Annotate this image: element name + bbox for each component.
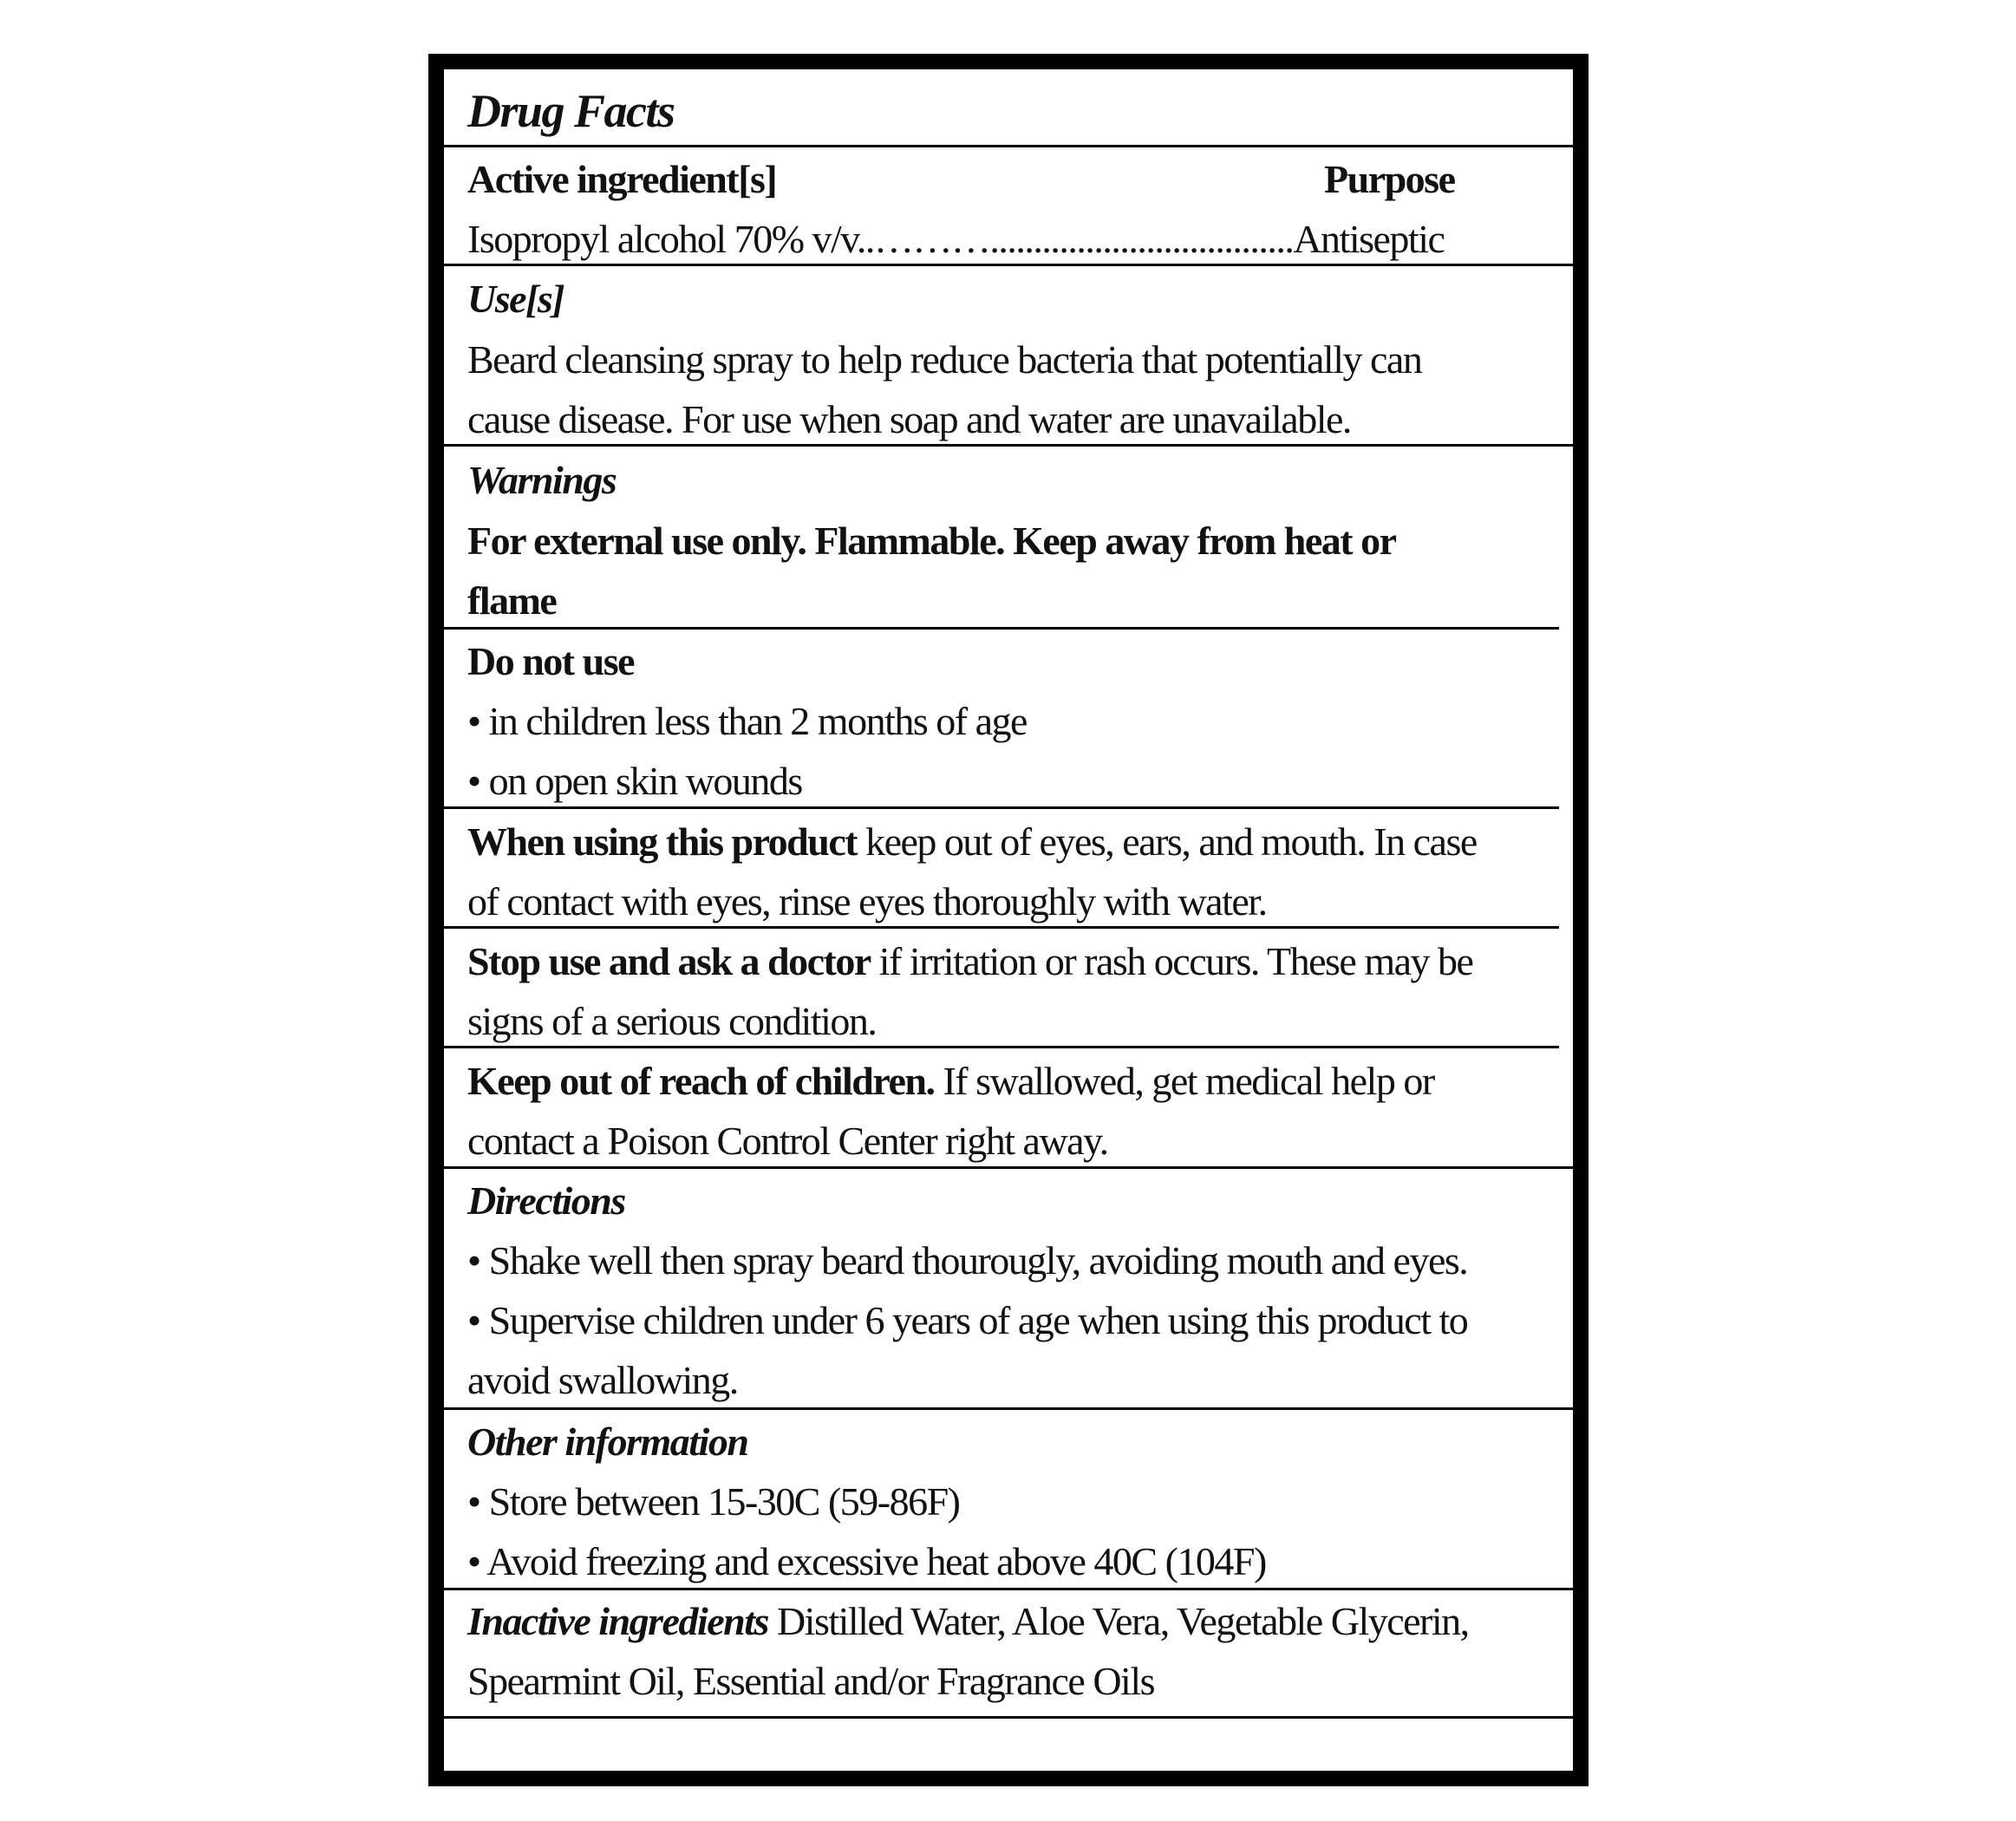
warnings-text: flame	[467, 578, 557, 623]
list-item: • Store between 15-30C (59-86F)	[467, 1479, 960, 1524]
list-item: • Supervise children under 6 years of age when using this product to	[467, 1298, 1468, 1342]
divider	[444, 627, 1559, 630]
directions-heading: Directions	[467, 1178, 625, 1223]
when-using-text: of contact with eyes, rinse eyes thoroughly with water.	[467, 879, 1267, 924]
purpose-heading: Purpose	[1324, 157, 1455, 201]
stop-use-text: signs of a serious condition.	[467, 999, 877, 1043]
uses-text: Beard cleansing spray to help reduce bacteria that potentially can	[467, 337, 1422, 382]
divider	[444, 1046, 1559, 1048]
divider	[444, 1588, 1573, 1590]
uses-text: cause disease. For use when soap and water are unavailable.	[467, 397, 1351, 441]
divider	[444, 1407, 1573, 1410]
list-item: • Avoid freezing and excessive heat above 40C (104F)	[467, 1539, 1266, 1583]
divider	[444, 264, 1573, 266]
divider	[444, 806, 1559, 809]
list-item: • Shake well then spray beard thourougly, avoiding mouth and eyes.	[467, 1238, 1468, 1283]
list-item: avoid swallowing.	[467, 1358, 738, 1402]
other-info-heading: Other information	[467, 1420, 748, 1464]
list-item: • in children less than 2 months of age	[467, 699, 1027, 743]
active-ingredient-line: Isopropyl alcohol 70% v/v..………...................................Antiseptic	[467, 217, 1445, 261]
do-not-use-heading: Do not use	[467, 639, 635, 683]
warnings-text: For external use only. Flammable. Keep away from heat or	[467, 519, 1396, 563]
inactive-ingredients-text: Spearmint Oil, Essential and/or Fragrance Oils	[467, 1659, 1155, 1703]
keep-out-text: Keep out of reach of children. If swallowed, get medical help or	[467, 1059, 1434, 1103]
divider	[444, 145, 1573, 147]
active-ingredients-heading: Active ingredient[s]	[467, 157, 777, 201]
divider	[444, 1716, 1573, 1719]
divider	[444, 1166, 1573, 1169]
drug-facts-title: Drug Facts	[467, 85, 675, 137]
uses-heading: Use[s]	[467, 277, 564, 321]
drug-facts-panel	[428, 54, 1589, 1786]
divider	[444, 926, 1559, 929]
when-using-text: When using this product keep out of eyes, ears, and mouth. In case	[467, 819, 1477, 864]
keep-out-text: contact a Poison Control Center right away.	[467, 1119, 1108, 1163]
stop-use-text: Stop use and ask a doctor if irritation or rash occurs. These may be	[467, 939, 1473, 983]
list-item: • on open skin wounds	[467, 759, 802, 803]
inactive-ingredients-text: Inactive ingredients Distilled Water, Aloe Vera, Vegetable Glycerin,	[467, 1599, 1469, 1643]
divider	[444, 444, 1573, 447]
warnings-heading: Warnings	[467, 458, 617, 502]
